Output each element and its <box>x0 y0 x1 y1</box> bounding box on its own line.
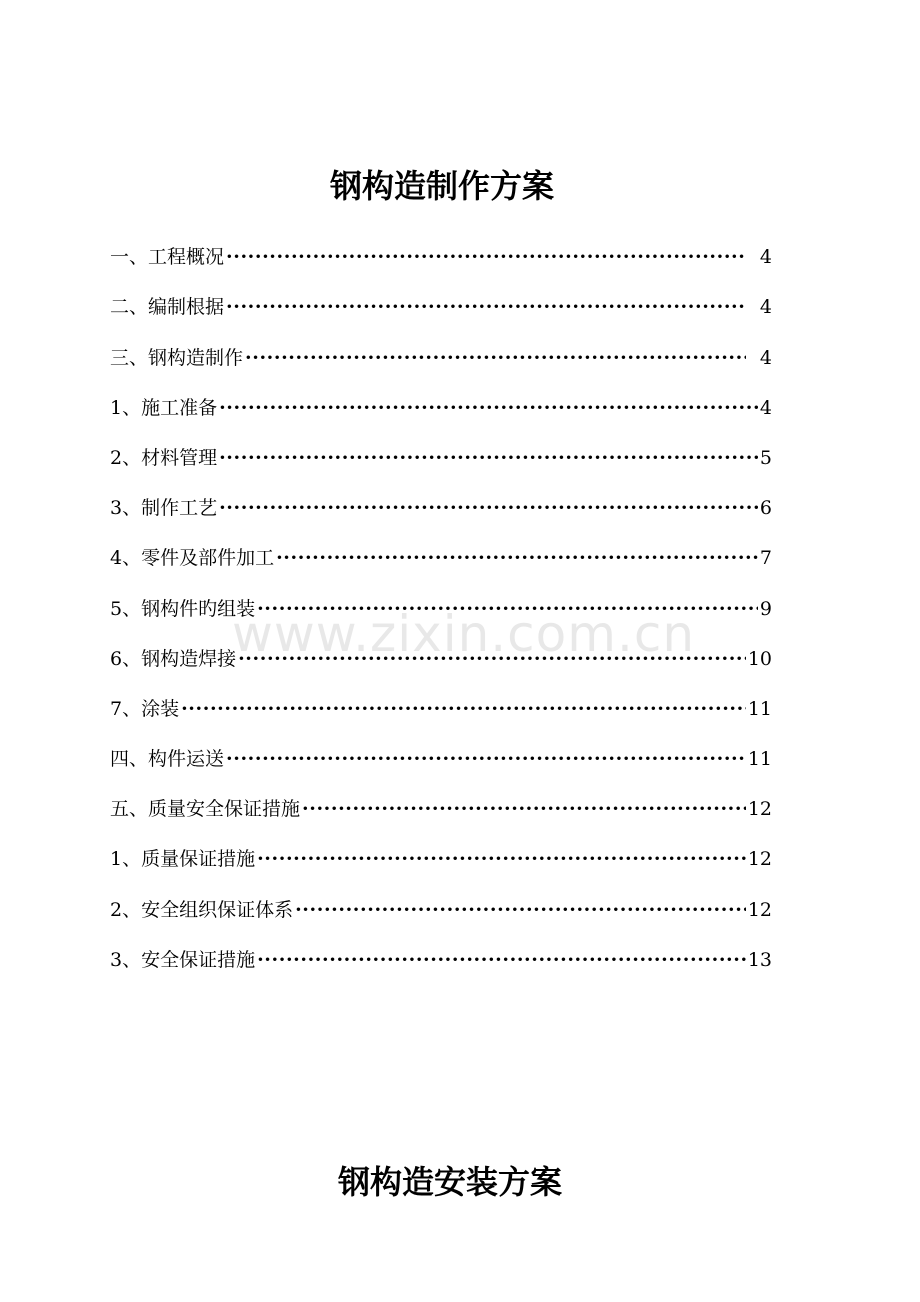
toc-entry[interactable] <box>110 925 772 975</box>
toc-entry-page-number: 12 <box>747 848 772 871</box>
toc-entry-label: 3、安全保证措施 <box>110 948 256 971</box>
toc-entry-page-number: 4 <box>759 346 772 369</box>
toc-dot-leader <box>219 443 758 473</box>
toc-dot-leader <box>257 844 746 874</box>
toc-entry-page-number: 4 <box>759 396 772 419</box>
toc-entry-label: 一、工程概况 <box>110 246 225 269</box>
toc-entry[interactable] <box>110 523 772 573</box>
toc-entry-page-number: 12 <box>747 798 772 821</box>
toc-entry-page-number: 4 <box>759 296 772 319</box>
toc-entry-label: 3、制作工艺 <box>110 497 218 520</box>
toc-dot-leader <box>257 594 758 624</box>
toc-dot-leader <box>219 493 758 523</box>
toc-entry-label: 7、涂装 <box>110 697 180 720</box>
toc-entry-page-number: 11 <box>747 697 772 720</box>
toc-dot-leader <box>245 343 746 373</box>
toc-dot-leader <box>295 895 746 925</box>
toc-dot-leader <box>226 292 746 322</box>
toc-entry[interactable] <box>110 624 772 674</box>
toc-entry[interactable] <box>110 423 772 473</box>
toc-entry[interactable] <box>110 674 772 724</box>
toc-entry[interactable] <box>110 222 772 272</box>
toc-entry[interactable] <box>110 774 772 824</box>
toc-dot-leader <box>257 945 746 975</box>
toc-dot-leader <box>302 794 746 824</box>
toc-entry-page-number: 10 <box>747 647 772 670</box>
toc-entry[interactable] <box>110 322 772 372</box>
toc-entry[interactable] <box>110 473 772 523</box>
toc-entry-label: 五、质量安全保证措施 <box>110 798 301 821</box>
toc-entry-label: 4、零件及部件加工 <box>110 547 275 570</box>
toc-dot-leader <box>238 644 746 674</box>
toc-entry[interactable] <box>110 724 772 774</box>
toc-entry-page-number: 11 <box>747 748 772 771</box>
toc-dot-leader <box>181 694 746 724</box>
toc-dot-leader <box>226 744 746 774</box>
second-document-title: 钢构造安装方案 <box>337 1163 562 1201</box>
toc-entry-label: 1、施工准备 <box>110 396 218 419</box>
toc-entry-page-number: 6 <box>759 497 772 520</box>
document-title: 钢构造制作方案 <box>329 167 554 205</box>
toc-entry[interactable] <box>110 874 772 924</box>
toc-entry[interactable] <box>110 373 772 423</box>
toc-entry[interactable] <box>110 824 772 874</box>
toc-entry-label: 四、构件运送 <box>110 748 225 771</box>
table-of-contents <box>110 222 772 975</box>
toc-entry[interactable] <box>110 573 772 623</box>
toc-entry-label: 2、安全组织保证体系 <box>110 898 294 921</box>
watermark: www.zixin.com.cn <box>232 605 696 663</box>
toc-entry[interactable] <box>110 272 772 322</box>
toc-entry-label: 二、编制根据 <box>110 296 225 319</box>
toc-entry-page-number: 7 <box>759 547 772 570</box>
toc-entry-page-number: 13 <box>747 948 772 971</box>
toc-entry-label: 6、钢构造焊接 <box>110 647 237 670</box>
toc-entry-label: 1、质量保证措施 <box>110 848 256 871</box>
toc-entry-page-number: 9 <box>759 597 772 620</box>
toc-dot-leader <box>276 543 758 573</box>
toc-dot-leader <box>219 393 758 423</box>
toc-entry-label: 5、钢构件旳组装 <box>110 597 256 620</box>
toc-dot-leader <box>226 242 746 272</box>
toc-entry-page-number: 4 <box>759 246 772 269</box>
toc-entry-page-number: 12 <box>747 898 772 921</box>
toc-entry-label: 三、钢构造制作 <box>110 346 244 369</box>
toc-entry-page-number: 5 <box>759 446 772 469</box>
toc-entry-label: 2、材料管理 <box>110 446 218 469</box>
